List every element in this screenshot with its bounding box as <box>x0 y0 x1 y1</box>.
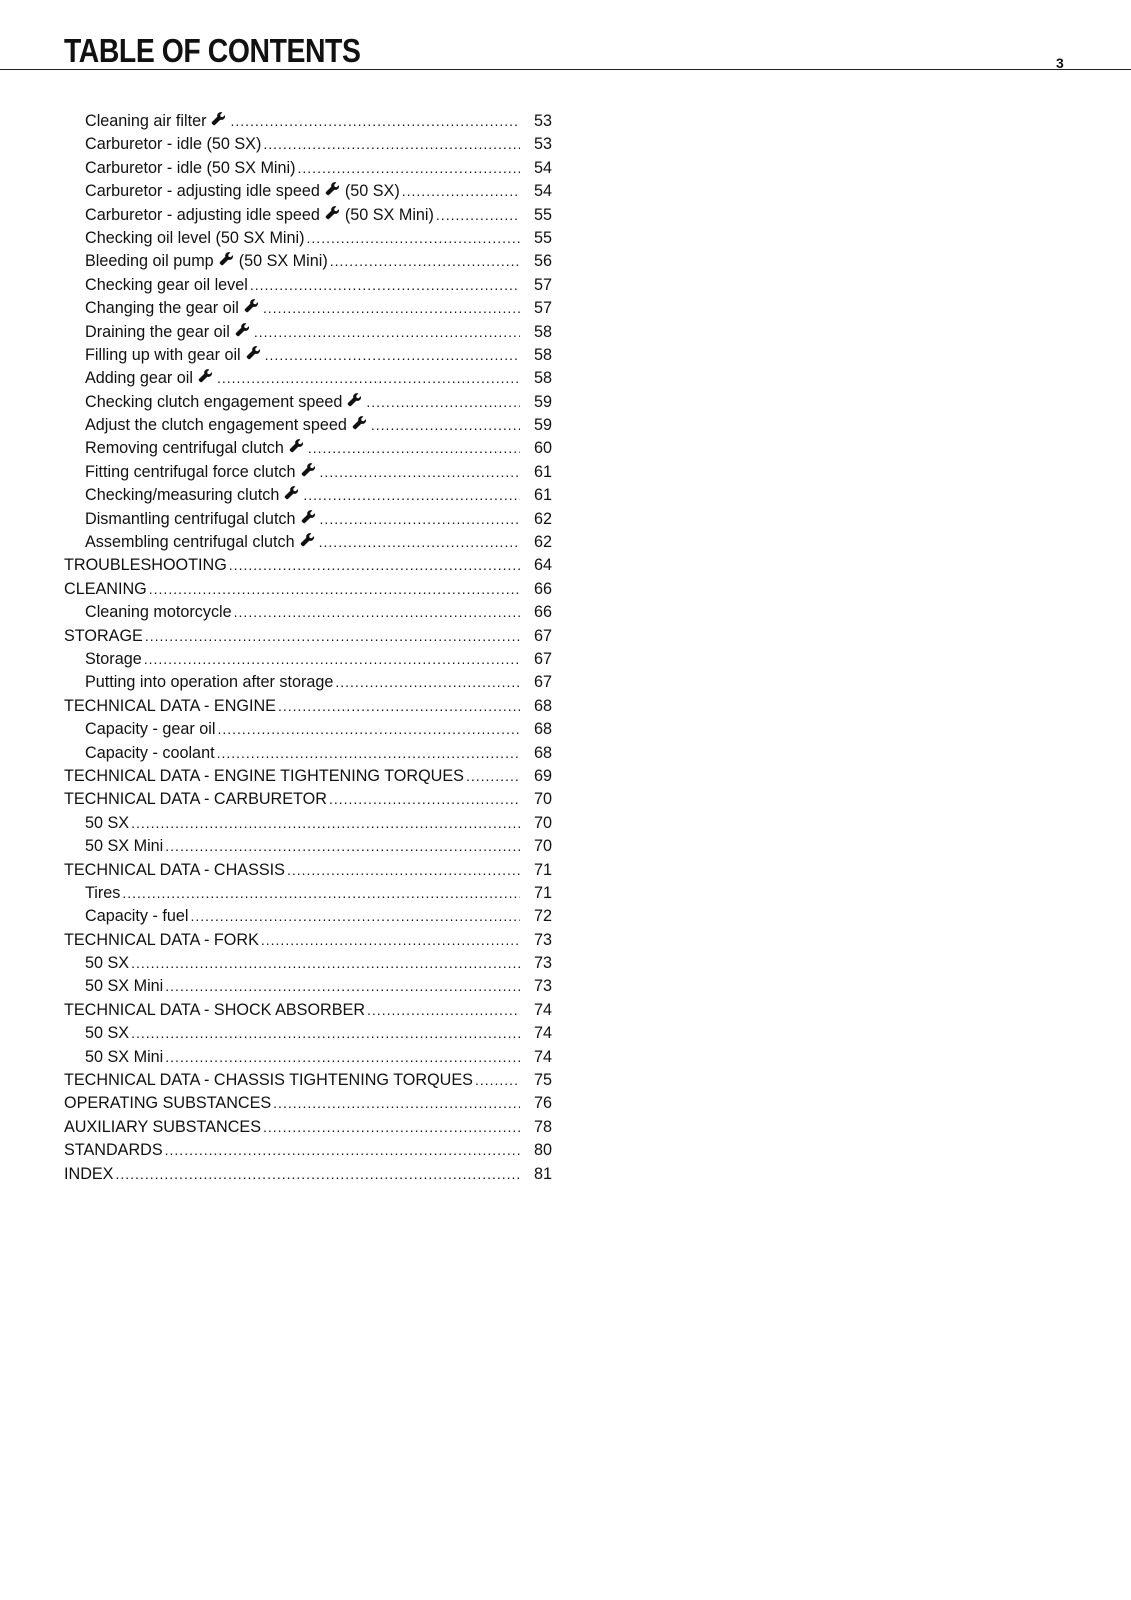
toc-entry-page: 74 <box>533 1047 552 1066</box>
toc-entry-page: 69 <box>533 766 552 785</box>
dot-leader <box>371 414 520 437</box>
toc-entry-page: 76 <box>533 1094 552 1113</box>
toc-entry-label: CLEANING <box>64 579 147 598</box>
toc-entry-label: Tires <box>85 883 121 902</box>
toc-entry-page: 67 <box>533 649 552 668</box>
toc-entry-page: 59 <box>533 416 552 435</box>
toc-entry[interactable] <box>64 133 552 156</box>
toc-entry-label: Assembling centrifugal clutch <box>85 533 295 552</box>
toc-entry[interactable] <box>64 1116 552 1139</box>
dot-leader <box>165 1139 520 1162</box>
toc-entry-page: 60 <box>533 439 552 458</box>
dot-leader <box>308 437 520 460</box>
toc-entry[interactable] <box>64 437 552 460</box>
toc-entry[interactable] <box>64 1069 552 1092</box>
toc-entry-page: 57 <box>533 275 552 294</box>
toc-entry-label: Adjust the clutch engagement speed <box>85 416 347 435</box>
dot-leader <box>250 274 520 297</box>
toc-entry[interactable] <box>64 321 552 344</box>
dot-leader <box>335 671 520 694</box>
dot-leader <box>131 812 520 835</box>
toc-entry-page: 61 <box>533 486 552 505</box>
dot-leader <box>131 952 520 975</box>
toc-entry-label: 50 SX Mini <box>85 1047 164 1066</box>
wrench-icon <box>352 414 367 429</box>
dot-leader <box>165 1046 520 1069</box>
toc-entry-page: 70 <box>533 813 552 832</box>
dot-leader <box>366 391 520 414</box>
toc-entry-label: INDEX <box>64 1164 114 1183</box>
dot-leader <box>320 508 520 531</box>
toc-entry-page: 72 <box>533 907 552 926</box>
dot-leader <box>273 1092 520 1115</box>
toc-entry-page: 80 <box>533 1141 552 1160</box>
toc-entry-label: TECHNICAL DATA - CHASSIS <box>64 860 285 879</box>
wrench-icon <box>300 531 315 546</box>
toc-entry[interactable] <box>64 508 552 531</box>
toc-entry-label: TROUBLESHOOTING <box>64 556 227 575</box>
dot-leader <box>329 788 520 811</box>
toc-entry-page: 62 <box>533 509 552 528</box>
page-header <box>0 0 1131 72</box>
dot-leader <box>303 484 520 507</box>
toc-entry-label: Fitting centrifugal force clutch <box>85 462 296 481</box>
toc-entry[interactable] <box>64 882 552 905</box>
toc-entry-label: Draining the gear oil <box>85 322 230 341</box>
dot-leader <box>367 999 520 1022</box>
dot-leader <box>320 461 520 484</box>
dot-leader <box>190 905 520 928</box>
toc-entry-label: Storage <box>85 649 142 668</box>
toc-entry-label: Cleaning motorcycle <box>85 603 232 622</box>
dot-leader <box>287 859 520 882</box>
toc-entry[interactable] <box>64 461 552 484</box>
toc-entry[interactable] <box>64 414 552 437</box>
dot-leader <box>234 601 520 624</box>
toc-entry-page: 66 <box>533 579 552 598</box>
toc-entry-page: 67 <box>533 626 552 645</box>
toc-entry-label: Checking oil level (50 SX Mini) <box>85 228 305 247</box>
toc-entry-page: 81 <box>533 1164 552 1183</box>
toc-entry-page: 61 <box>533 462 552 481</box>
toc-entry-page: 57 <box>533 299 552 318</box>
wrench-icon <box>198 367 213 382</box>
toc-entry[interactable] <box>64 999 552 1022</box>
toc-entry[interactable] <box>64 952 552 975</box>
toc-entry-page: 58 <box>533 369 552 388</box>
toc-entry[interactable] <box>64 554 552 577</box>
page-title: TABLE OF CONTENTS <box>64 32 361 69</box>
toc-entry[interactable] <box>64 157 552 180</box>
toc-entry-page: 55 <box>533 228 552 247</box>
dot-leader <box>278 695 520 718</box>
toc-entry[interactable] <box>64 367 552 390</box>
toc-entry-label: STANDARDS <box>64 1141 163 1160</box>
page-number: 3 <box>1056 55 1064 71</box>
dot-leader <box>149 578 520 601</box>
dot-leader <box>131 1022 520 1045</box>
toc-entry-suffix: (50 SX Mini) <box>238 252 328 271</box>
wrench-icon <box>246 344 261 359</box>
toc-entry-label: Cleaning air filter <box>85 112 207 130</box>
dot-leader <box>254 321 520 344</box>
wrench-icon <box>284 484 299 499</box>
header-rule <box>0 69 1131 70</box>
toc-entry-page: 78 <box>533 1117 552 1136</box>
toc-entry[interactable] <box>64 1163 552 1186</box>
toc-entry-page: 56 <box>533 252 552 271</box>
toc-entry-label: Capacity - coolant <box>85 743 215 762</box>
wrench-icon <box>347 391 362 406</box>
toc-entry-label: Carburetor - idle (50 SX Mini) <box>85 158 296 177</box>
dot-leader <box>229 554 520 577</box>
toc-entry-label: TECHNICAL DATA - SHOCK ABSORBER <box>64 1000 366 1019</box>
toc-entry[interactable] <box>64 1046 552 1069</box>
toc-entry[interactable] <box>64 859 552 882</box>
dot-leader <box>307 227 520 250</box>
toc-entry-label: 50 SX <box>85 813 130 832</box>
toc-entry-label: Carburetor - idle (50 SX) <box>85 135 262 154</box>
toc-entry[interactable] <box>64 1092 552 1115</box>
toc-entry-page: 54 <box>533 182 552 201</box>
toc-entry-page: 58 <box>533 345 552 364</box>
toc-entry-page: 64 <box>533 556 552 575</box>
toc-entry[interactable] <box>64 250 552 273</box>
toc-entry-label: Filling up with gear oil <box>85 345 241 364</box>
toc-entry-label: TECHNICAL DATA - FORK <box>64 930 259 949</box>
dot-leader <box>115 1163 520 1186</box>
wrench-icon <box>301 461 316 476</box>
wrench-icon <box>219 250 234 265</box>
toc-entry-label: TECHNICAL DATA - CARBURETOR <box>64 790 327 809</box>
toc-entry[interactable] <box>64 274 552 297</box>
toc-entry-page: 71 <box>533 883 552 902</box>
dot-leader <box>217 742 520 765</box>
toc-entry-page: 68 <box>533 743 552 762</box>
toc-entry-page: 62 <box>533 533 552 552</box>
toc-entry[interactable] <box>64 578 552 601</box>
dot-leader <box>263 1116 520 1139</box>
toc-entry-label: Capacity - gear oil <box>85 720 216 739</box>
toc-entry-label: Carburetor - adjusting idle speed <box>85 205 320 224</box>
toc-entry[interactable] <box>64 835 552 858</box>
dot-leader <box>263 297 520 320</box>
dot-leader <box>217 367 520 390</box>
toc-entry-label: Adding gear oil <box>85 369 193 388</box>
dot-leader <box>436 204 520 227</box>
toc-entry-page: 75 <box>533 1071 552 1090</box>
toc-entry-page: 59 <box>533 392 552 411</box>
toc-entry-label: TECHNICAL DATA - ENGINE TIGHTENING TORQUES <box>64 766 464 785</box>
dot-leader <box>230 110 520 133</box>
dot-leader <box>122 882 520 905</box>
dot-leader <box>145 625 520 648</box>
toc-entry-label: Capacity - fuel <box>85 907 189 926</box>
toc-entry[interactable] <box>64 975 552 998</box>
toc-entry-page: 73 <box>533 954 552 973</box>
toc-entry[interactable] <box>64 110 552 133</box>
table-of-contents <box>64 110 552 1186</box>
toc-entry[interactable] <box>64 297 552 320</box>
wrench-icon <box>235 321 250 336</box>
toc-entry[interactable] <box>64 601 552 624</box>
dot-leader <box>466 765 520 788</box>
toc-entry-page: 73 <box>533 930 552 949</box>
toc-entry-page: 70 <box>533 837 552 856</box>
toc-entry-label: Checking clutch engagement speed <box>85 392 343 411</box>
toc-entry[interactable] <box>64 1022 552 1045</box>
toc-entry[interactable] <box>64 204 552 227</box>
toc-entry-page: 74 <box>533 1000 552 1019</box>
toc-entry[interactable] <box>64 788 552 811</box>
dot-leader <box>475 1069 520 1092</box>
wrench-icon <box>325 180 340 195</box>
dot-leader <box>217 718 520 741</box>
toc-entry[interactable] <box>64 671 552 694</box>
toc-entry-label: OPERATING SUBSTANCES <box>64 1094 272 1113</box>
toc-entry[interactable] <box>64 648 552 671</box>
toc-entry-label: STORAGE <box>64 626 143 645</box>
toc-entry-page: 66 <box>533 603 552 622</box>
toc-entry[interactable] <box>64 929 552 952</box>
toc-entry-page: 67 <box>533 673 552 692</box>
toc-entry[interactable] <box>64 905 552 928</box>
wrench-icon <box>211 110 226 125</box>
dot-leader <box>319 531 520 554</box>
dot-leader <box>165 975 520 998</box>
toc-entry-page: 58 <box>533 322 552 341</box>
toc-entry-label: 50 SX Mini <box>85 837 164 856</box>
toc-entry[interactable] <box>64 344 552 367</box>
wrench-icon <box>244 297 259 312</box>
toc-entry[interactable] <box>64 391 552 414</box>
toc-entry[interactable] <box>64 227 552 250</box>
toc-entry[interactable] <box>64 695 552 718</box>
toc-entry-label: Dismantling centrifugal clutch <box>85 509 296 528</box>
toc-entry-label: AUXILIARY SUBSTANCES <box>64 1117 262 1136</box>
dot-leader <box>165 835 520 858</box>
toc-entry-page: 53 <box>533 135 552 154</box>
wrench-icon <box>301 508 316 523</box>
toc-entry-label: Checking/measuring clutch <box>85 486 280 505</box>
toc-entry-label: Putting into operation after storage <box>85 673 334 692</box>
toc-entry-suffix: (50 SX Mini) <box>344 205 434 224</box>
toc-entry[interactable] <box>64 1139 552 1162</box>
wrench-icon <box>325 204 340 219</box>
toc-entry-label: Removing centrifugal clutch <box>85 439 284 458</box>
dot-leader <box>144 648 520 671</box>
dot-leader <box>263 133 520 156</box>
toc-entry-page: 74 <box>533 1024 552 1043</box>
dot-leader <box>265 344 520 367</box>
toc-entry[interactable] <box>64 742 552 765</box>
dot-leader <box>402 180 520 203</box>
toc-entry-label: Carburetor - adjusting idle speed <box>85 182 320 201</box>
toc-entry-page: 68 <box>533 696 552 715</box>
toc-entry-page: 70 <box>533 790 552 809</box>
toc-entry-label: 50 SX <box>85 954 130 973</box>
toc-entry-label: Checking gear oil level <box>85 275 248 294</box>
wrench-icon <box>289 437 304 452</box>
toc-entry-page: 73 <box>533 977 552 996</box>
toc-entry-label: Bleeding oil pump <box>85 252 214 271</box>
toc-entry-label: 50 SX Mini <box>85 977 164 996</box>
toc-entry[interactable] <box>64 484 552 507</box>
toc-entry[interactable] <box>64 625 552 648</box>
toc-entry[interactable] <box>64 531 552 554</box>
toc-entry-page: 55 <box>533 205 552 224</box>
toc-entry-page: 54 <box>533 158 552 177</box>
toc-entry-label: Changing the gear oil <box>85 299 239 318</box>
toc-entry[interactable] <box>64 765 552 788</box>
dot-leader <box>330 250 520 273</box>
toc-entry[interactable] <box>64 180 552 203</box>
toc-entry-label: 50 SX <box>85 1024 130 1043</box>
toc-entry-label: TECHNICAL DATA - ENGINE <box>64 696 276 715</box>
toc-entry-suffix: (50 SX) <box>344 182 400 201</box>
dot-leader <box>261 929 520 952</box>
toc-entry-page: 71 <box>533 860 552 879</box>
toc-entry[interactable] <box>64 812 552 835</box>
toc-entry-page: 68 <box>533 720 552 739</box>
toc-entry-label: TECHNICAL DATA - CHASSIS TIGHTENING TORQUES <box>64 1071 473 1090</box>
toc-entry[interactable] <box>64 718 552 741</box>
toc-entry-page: 53 <box>533 112 552 130</box>
dot-leader <box>298 157 520 180</box>
